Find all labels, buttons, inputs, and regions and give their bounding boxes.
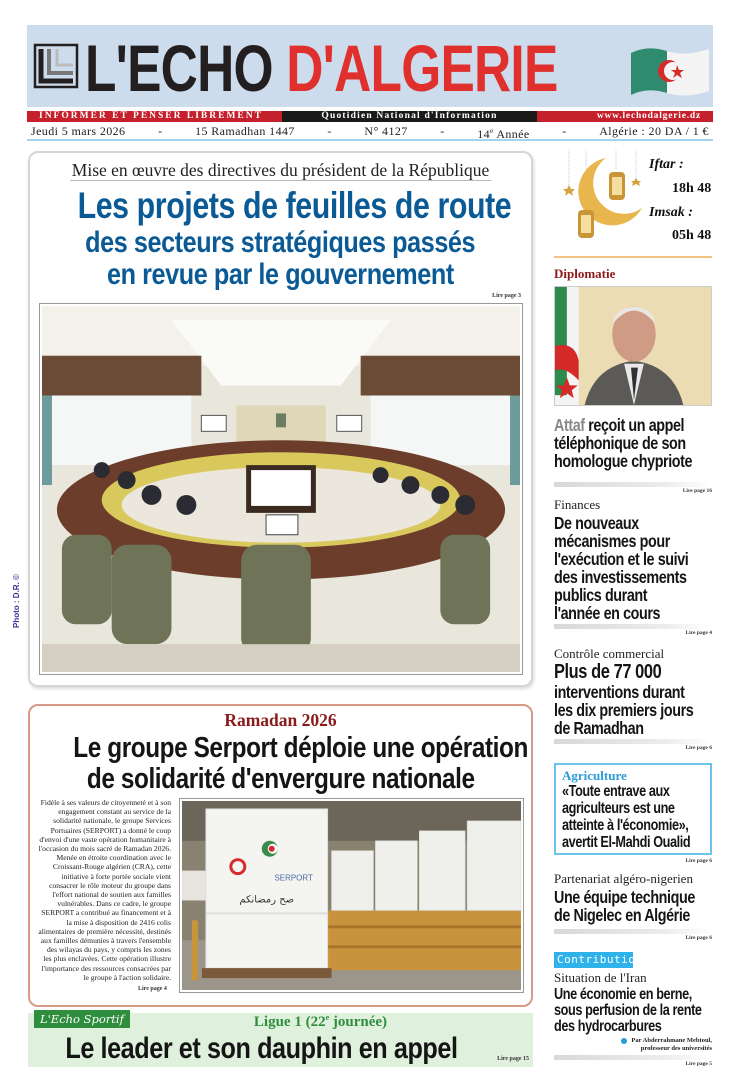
publication-year: 14e Année: [477, 127, 530, 141]
serport-read-more[interactable]: Lire page 4: [138, 986, 167, 992]
imsak-time: 05h 48: [672, 228, 712, 243]
slogan: INFORMER ET PENSER LIBREMENT: [27, 111, 282, 122]
logo-right: D'ALGERIE: [286, 31, 558, 105]
main-read-more[interactable]: Lire page 3: [492, 293, 521, 299]
algeria-flag-icon: [625, 45, 711, 97]
separator: -: [158, 124, 163, 138]
arabic-greeting-text: صح رمضانكم: [239, 894, 295, 906]
read-more-link[interactable]: Lire page 6: [685, 935, 712, 941]
crescent-lantern-icon: [554, 150, 644, 250]
divider: [554, 1055, 712, 1060]
contribution-story[interactable]: [554, 970, 712, 1086]
date: Jeudi 5 mars 2026: [31, 124, 126, 138]
sport-section[interactable]: [28, 1013, 533, 1067]
sport-kicker: Ligue 1 (22e journée): [253, 1013, 388, 1030]
price: Algérie : 20 DA / 1 €: [599, 124, 709, 138]
read-more-link[interactable]: Lire page 6: [685, 858, 712, 864]
section-label: Contrôle commercial: [554, 646, 665, 661]
issue-number: N° 4127: [364, 124, 408, 138]
main-story[interactable]: [28, 151, 533, 687]
partenariat-headline: Une équipe technique de Nigelec en Algérie: [554, 887, 695, 925]
partenariat-story[interactable]: [554, 871, 712, 945]
dateline: [27, 123, 713, 141]
main-photo[interactable]: [39, 303, 523, 675]
diplomatie-headline: Attaf reçoit un appel téléphonique de son homologue chypriote: [554, 415, 693, 471]
serport-photo[interactable]: [179, 798, 524, 993]
main-kicker: Mise en œuvre des directives du président de la République: [71, 160, 490, 180]
warehouse-pallets-photo: [182, 801, 521, 990]
divider: [554, 482, 712, 487]
logo-left: L'ECHO: [85, 31, 273, 105]
separator: -: [562, 124, 567, 138]
section-label: Finances: [554, 497, 601, 512]
portrait-photo: [555, 287, 711, 405]
main-headline-line-3[interactable]: en revue par le gouvernement: [107, 258, 454, 291]
diplomatie-story[interactable]: [554, 266, 712, 496]
contribution-tag: Contribution: [554, 952, 633, 968]
read-more-link[interactable]: Lire page 16: [682, 488, 712, 494]
main-headline-line-1[interactable]: Les projets de feuilles de route: [77, 185, 512, 226]
serport-body: Fidèle à ses valeurs de citoyenneté et à son engagement constant au service de la solidarité nationale, le groupe Services Portuaires (SERPORT) a donné le coup d'envoi d'une vaste opération humanitaire à l'occasion du mois sacré de Ramadan 2026. Menée en étroite coordination avec le Croissant-Rouge algérien (CRA), cette initiative à forte portée sociale vient consacrer le rôle moteur du groupe dans l'effort national de soutien aux familles vulnérables. Dans ce cadre, le groupe SERPORT a contribué au financement et à la mise à disposition de 2416 colis alimentaires de première nécessité, destinés aux familles démunies à travers l'ensemble des wilayas du pays, y compris les zones les plus enclavées. Cette opération illustre l'importance des ressources consacrées par le groupe à l'action solidaire.: [38, 798, 171, 982]
read-more-link[interactable]: Lire page 5: [685, 1061, 712, 1067]
ramadan-times: [554, 150, 712, 256]
website-link[interactable]: www.lechodalgerie.dz: [537, 111, 713, 122]
subtitle: Quotidien National d'Information: [282, 111, 537, 122]
sport-tag: L'Echo Sportif: [34, 1010, 130, 1028]
controle-headline: Plus de 77 000 interventions durant les dix premiers jours de Ramadhan: [554, 661, 694, 738]
finances-headline: De nouveaux mécanismes pour l'exécution et le suivi des investissements publics durant l'année en cours: [554, 513, 689, 623]
photo-credit: Photo : D.R. ©: [12, 574, 21, 628]
logo-mark-icon: [34, 44, 78, 88]
serport-headline-line-1[interactable]: Le groupe Serport déploie une opération: [73, 732, 528, 764]
serport-kicker: Ramadan 2026: [224, 710, 337, 730]
read-more-link[interactable]: Lire page 4: [685, 630, 712, 636]
divider: [554, 929, 712, 934]
section-label: Agriculture: [562, 768, 627, 783]
section-label: Situation de l'Iran: [554, 970, 647, 985]
serport-logo-text: SERPORT: [274, 873, 313, 883]
divider: [554, 624, 712, 629]
iftar-time: 18h 48: [672, 181, 712, 196]
divider: [554, 739, 712, 744]
sport-read-more[interactable]: Lire page 15: [497, 1056, 529, 1062]
separator: -: [440, 124, 445, 138]
bullet-icon: [621, 1038, 627, 1044]
controle-story[interactable]: [554, 646, 712, 756]
separator: -: [327, 124, 332, 138]
agriculture-story[interactable]: [554, 763, 712, 855]
section-label: Partenariat algéro-nigerien: [554, 871, 693, 886]
serport-headline-line-2[interactable]: de solidarité d'envergure nationale: [86, 763, 475, 795]
main-headline-line-2[interactable]: des secteurs stratégiques passés: [85, 226, 476, 259]
contribution-headline: Une économie en berne, sous perfusion de la rente des hydrocarbures: [554, 986, 702, 1035]
finances-story[interactable]: [554, 497, 712, 637]
divider: [554, 256, 712, 258]
read-more-link[interactable]: Lire page 6: [685, 745, 712, 751]
meeting-room-photo: [42, 306, 520, 672]
agriculture-headline: «Toute entrave aux agriculteurs est une atteinte à l'économie», avertit El-Mahdi Oualid: [562, 783, 691, 851]
author-byline: Par Abderrahmane Mebtoul, professeur des universités: [621, 1037, 712, 1053]
iftar-label: Iftar :: [649, 157, 684, 172]
attaf-photo[interactable]: [554, 286, 712, 406]
hijri-date: 15 Ramadhan 1447: [195, 124, 295, 138]
masthead: [27, 25, 713, 107]
section-label: Diplomatie: [554, 266, 616, 281]
imsak-label: Imsak :: [649, 205, 693, 220]
serport-story[interactable]: [28, 704, 533, 1007]
sport-headline[interactable]: Le leader et son dauphin en appel: [65, 1032, 458, 1065]
newspaper-logo[interactable]: [85, 33, 557, 103]
masthead-strip: [27, 111, 713, 122]
